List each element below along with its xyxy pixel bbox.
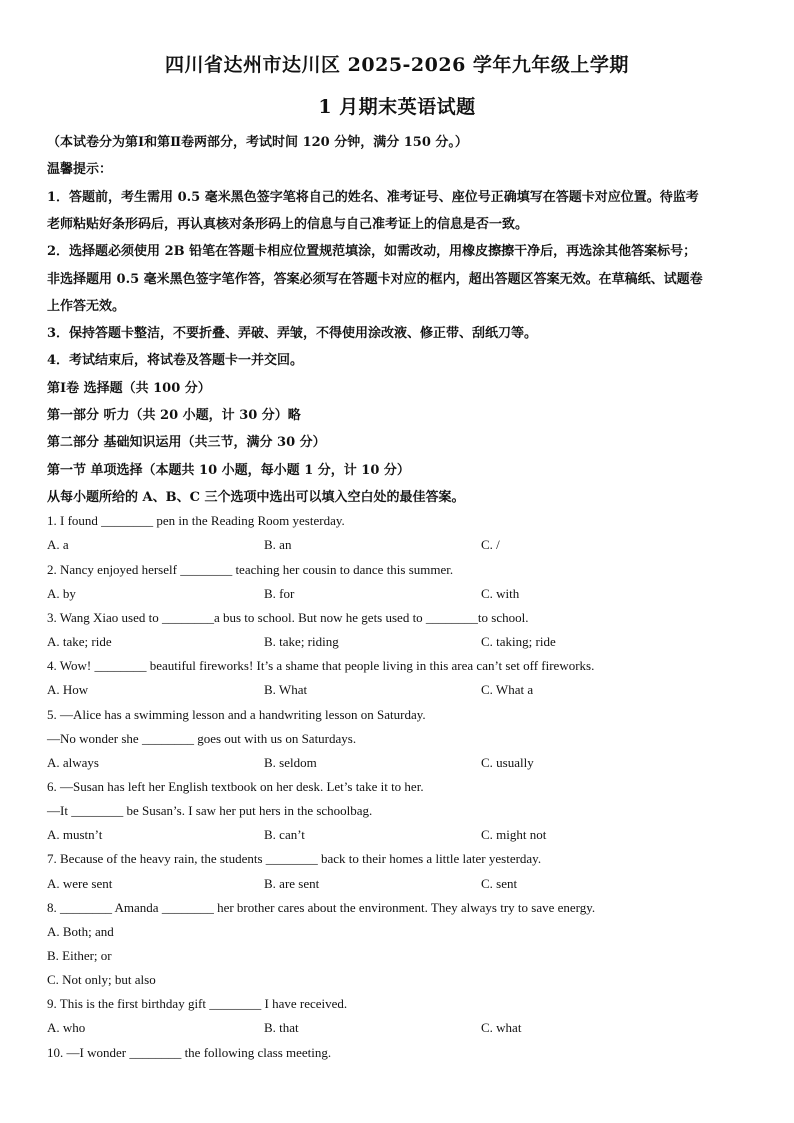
option-a: A. by [47,586,76,601]
exam-title-line1: 四川省达州市达川区 2025-2026 学年九年级上学期 [165,54,629,76]
option-c: C. what [481,1020,522,1035]
option-c: C. sent [481,876,518,891]
option-a: A. were sent [47,876,113,891]
option-b: B. What [264,682,308,697]
tip-4: 4．考试结束后，将试卷及答题卡一并交回。 [47,353,304,368]
option-a: A. always [47,755,99,770]
tips-heading: 温馨提示： [47,162,113,177]
option-c: C. might not [481,827,547,842]
part-1-heading: 第一部分 听力（共 20 小题，计 30 分）略 [47,408,301,423]
question-3-stem: 3. Wang Xiao used to ________a bus to school. But now he gets used to ________to school. [47,610,529,625]
option-b: B. are sent [264,876,320,891]
tip-1-line-1: 1．答题前，考生需用 0.5 毫米黑色签字笔将自己的姓名、准考证号、座位号正确填写在答题卡对应位置。待监考 [47,190,699,205]
option-c: C. with [481,586,520,601]
question-6-options [47,827,747,845]
question-8-stem: 8. ________ Amanda ________ her brother cares about the environment. They always try to save energy. [47,900,596,915]
question-8-option-a: A. Both; and [47,924,114,939]
tip-2-line-2: 非选择题用 0.5 毫米黑色签字笔作答，答案必须写在答题卡对应的框内，超出答题区答案无效。在草稿纸、试题卷 [47,272,703,287]
question-1-options [47,537,747,555]
question-4-options [47,682,747,700]
question-5-stem: 5. —Alice has a swimming lesson and a handwriting lesson on Saturday. [47,707,426,722]
question-2-options [47,586,747,604]
question-6-stem: 6. —Susan has left her English textbook on her desk. Let’s take it to her. [47,779,424,794]
option-c: C. / [481,537,500,552]
option-c: C. taking; ride [481,634,556,649]
question-3-options [47,634,747,652]
question-9-options [47,1020,747,1038]
exam-note: （本试卷分为第Ⅰ和第Ⅱ卷两部分，考试时间 120 分钟，满分 150 分。） [47,135,468,150]
question-7-options [47,876,747,894]
option-b: B. that [264,1020,299,1035]
question-9-stem: 9. This is the first birthday gift ________ I have received. [47,996,348,1011]
question-10-stem: 10. —I wonder ________ the following class meeting. [47,1045,332,1060]
question-5-options [47,755,747,773]
option-a: A. a [47,537,69,552]
question-1-stem: 1. I found ________ pen in the Reading Room yesterday. [47,513,345,528]
question-8-option-c: C. Not only; but also [47,972,156,987]
option-c: C. usually [481,755,534,770]
volume-1-heading: 第Ⅰ卷 选择题（共 100 分） [47,381,211,396]
option-c: C. What a [481,682,534,697]
tip-1-line-2: 老师粘贴好条形码后，再认真核对条形码上的信息与自己准考证上的信息是否一致。 [47,217,529,232]
option-b: B. an [264,537,292,552]
section-1-heading: 第一节 单项选择（本题共 10 小题，每小题 1 分，计 10 分） [47,463,410,478]
question-4-stem: 4. Wow! ________ beautiful fireworks! It’s a shame that people living in this area can’t set off fireworks. [47,658,595,673]
option-a: A. who [47,1020,86,1035]
question-2-stem: 2. Nancy enjoyed herself ________ teaching her cousin to dance this summer. [47,562,454,577]
option-b: B. for [264,586,295,601]
tip-3: 3．保持答题卡整洁，不要折叠、弄破、弄皱，不得使用涂改液、修正带、刮纸刀等。 [47,326,538,341]
exam-title-line2: 1 月期末英语试题 [318,96,476,118]
option-a: A. take; ride [47,634,112,649]
section-instruction: 从每小题所给的 A、B、C 三个选项中选出可以填入空白处的最佳答案。 [47,490,465,505]
question-7-stem: 7. Because of the heavy rain, the students ________ back to their homes a little later yesterday. [47,851,542,866]
question-6-stem-2: —It ________ be Susan’s. I saw her put hers in the schoolbag. [47,803,373,818]
option-b: B. can’t [264,827,305,842]
option-b: B. take; riding [264,634,339,649]
question-8-option-b: B. Either; or [47,948,112,963]
tip-2-line-1: 2．选择题必须使用 2B 铅笔在答题卡相应位置规范填涂，如需改动，用橡皮擦擦干净后，再选涂其他答案标号； [47,244,697,259]
question-5-stem-2: —No wonder she ________ goes out with us on Saturdays. [47,731,357,746]
option-a: A. mustn’t [47,827,103,842]
option-b: B. seldom [264,755,317,770]
part-2-heading: 第二部分 基础知识运用（共三节，满分 30 分） [47,435,326,450]
option-a: A. How [47,682,89,697]
tip-2-line-3: 上作答无效。 [47,299,126,314]
